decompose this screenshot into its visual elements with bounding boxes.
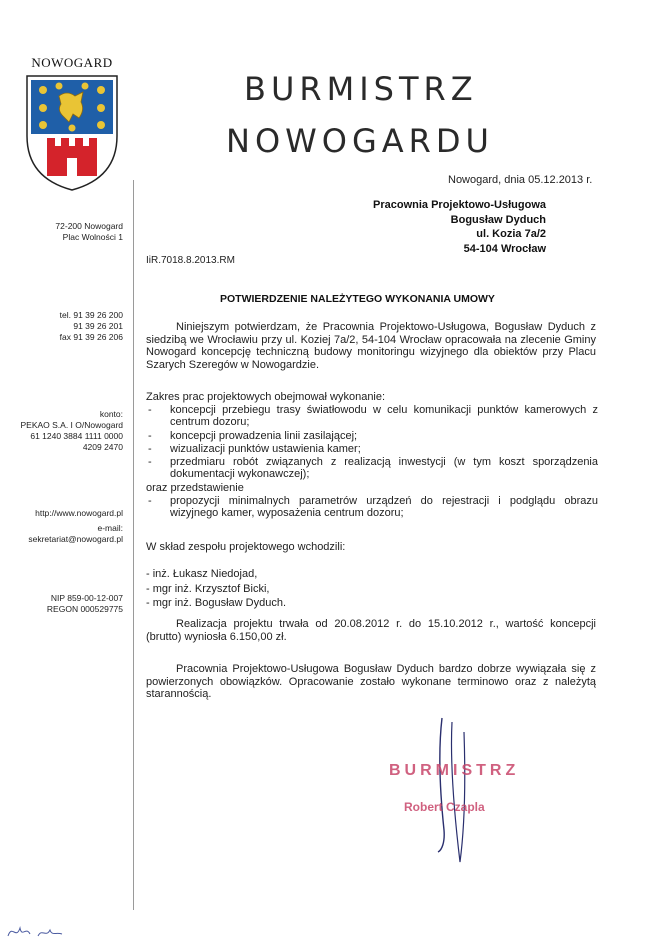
phone-line: 91 39 26 201 (73, 321, 123, 331)
list-item: - propozycji minimalnych parametrów urządzeń do rejestracji i podglądu obrazu wizyjnego kamer, wyposażenia centrum dozoru; (148, 495, 598, 520)
crest-title: NOWOGARD (31, 55, 113, 70)
recipient-address (373, 198, 546, 256)
handwritten-signature (430, 712, 490, 872)
place-date: Nowogard, dnia 05.12.2013 r. (448, 174, 593, 186)
team-member: - mgr inż. Krzysztof Bicki, (146, 582, 270, 595)
list-item-text: koncepcji przebiegu trasy światłowodu w celu komunikacji punktów kamerowych z centrum dozoru; (170, 404, 598, 429)
list-item-text: przedmiaru robót związanych z realizacją inwestycji (w tym koszt sporządzenia dokumentacji wykonawczej); (170, 456, 598, 481)
stamp-title: BURMISTRZ (389, 762, 520, 779)
coat-of-arms (22, 55, 122, 192)
list-item: - koncepcji przebiegu trasy światłowodu w celu komunikacji punktów kamerowych z centrum dozoru; (148, 404, 598, 429)
address-line: Plac Wolności 1 (62, 232, 123, 242)
team-intro: W skład zespołu projektowego wchodzili: (146, 541, 346, 553)
recipient-line: ul. Kozia 7a/2 (476, 228, 546, 240)
recipient-line: Pracownia Projektowo-Usługowa (373, 199, 546, 211)
recipient-line: 54-104 Wrocław (463, 242, 546, 255)
bank-label: konto: (99, 409, 123, 419)
scope-intro: Zakres prac projektowych obejmował wykonanie: (146, 391, 386, 403)
list-item-text: wizualizacji punktów ustawienia kamer; (170, 442, 361, 455)
bank-number: 61 1240 3884 1111 0000 (30, 431, 123, 441)
stamp-name: Robert Czapla (404, 800, 485, 814)
phone-line: tel. 91 39 26 200 (59, 310, 123, 320)
list-item: - koncepcji prowadzenia linii zasilającej; (148, 429, 358, 442)
sidebar-email (28, 523, 123, 545)
sidebar-address (55, 221, 123, 243)
list-item-text: propozycji minimalnych parametrów urządzeń do rejestracji i podglądu obrazu wizyjnego kamer, wyposażenia centrum dozoru; (170, 495, 598, 520)
sidebar-ids (47, 593, 123, 615)
regon-number: REGON 000529775 (46, 604, 123, 614)
document-title: POTWIERDZENIE NALEŻYTEGO WYKONANIA UMOWY (220, 293, 495, 305)
fax-line: fax 91 39 26 206 (59, 332, 123, 342)
recipient-line: Bogusław Dyduch (450, 213, 546, 226)
margin-initials (4, 918, 74, 944)
paragraph-intro: Niniejszym potwierdzam, że Pracownia Projektowo-Usługowa, Bogusław Dyduch z siedzibą we Wrocławiu przy ul. Koziej 7a/2, 54-104 Wrocław opracowała na zlecenie Gminy Nowogard koncepcję techniczną budowy monitoringu wizyjnego dla obiektów przy Placu Szarych Szeregów w Nowogardzie. (146, 321, 596, 371)
email-label: e-mail: (97, 523, 123, 533)
letterhead-title-line1: BURMISTRZ (244, 70, 478, 108)
scope-list (146, 404, 598, 521)
team-member: - mgr inż. Bogusław Dyduch. (146, 597, 286, 609)
address-line: 72-200 Nowogard (55, 221, 123, 231)
sidebar-bank-account (20, 409, 123, 453)
bank-number: 4209 2470 (82, 442, 123, 452)
paragraph-realization: Realizacja projektu trwała od 20.08.2012 r. do 15.10.2012 r., wartość koncepcji (brutto) wyniosła 6.150,00 zł. (146, 618, 596, 643)
letterhead-title-line2: NOWOGARDU (226, 122, 494, 160)
list-item-text: koncepcji prowadzenia linii zasilającej; (170, 429, 358, 442)
team-list (146, 567, 286, 611)
coat-of-arms-icon (23, 74, 121, 192)
bank-name: PEKAO S.A. I O/Nowogard (20, 420, 123, 430)
sidebar-divider (133, 180, 134, 910)
email-link[interactable]: sekretariat@nowogard.pl (28, 534, 123, 544)
nip-number: NIP 859-00-12-007 (50, 593, 123, 603)
website-link[interactable]: http://www.nowogard.pl (35, 508, 123, 518)
team-member: - inż. Łukasz Niedojad, (146, 568, 258, 580)
scope-oraz: oraz przedstawienie (146, 481, 244, 494)
sidebar-website (35, 508, 123, 519)
list-item: - wizualizacji punktów ustawienia kamer; (148, 442, 361, 455)
reference-number: IiR.7018.8.2013.RM (146, 255, 235, 266)
paragraph-final: Pracownia Projektowo-Usługowa Bogusław Dyduch bardzo dobrze wywiązała się z powierzonych obowiązków. Opracowanie zostało wykonane terminowo oraz z należytą starannością. (146, 663, 596, 700)
sidebar-phones (60, 310, 123, 343)
list-item: - przedmiaru robót związanych z realizacją inwestycji (w tym koszt sporządzenia dokumentacji wykonawczej); (148, 456, 598, 481)
